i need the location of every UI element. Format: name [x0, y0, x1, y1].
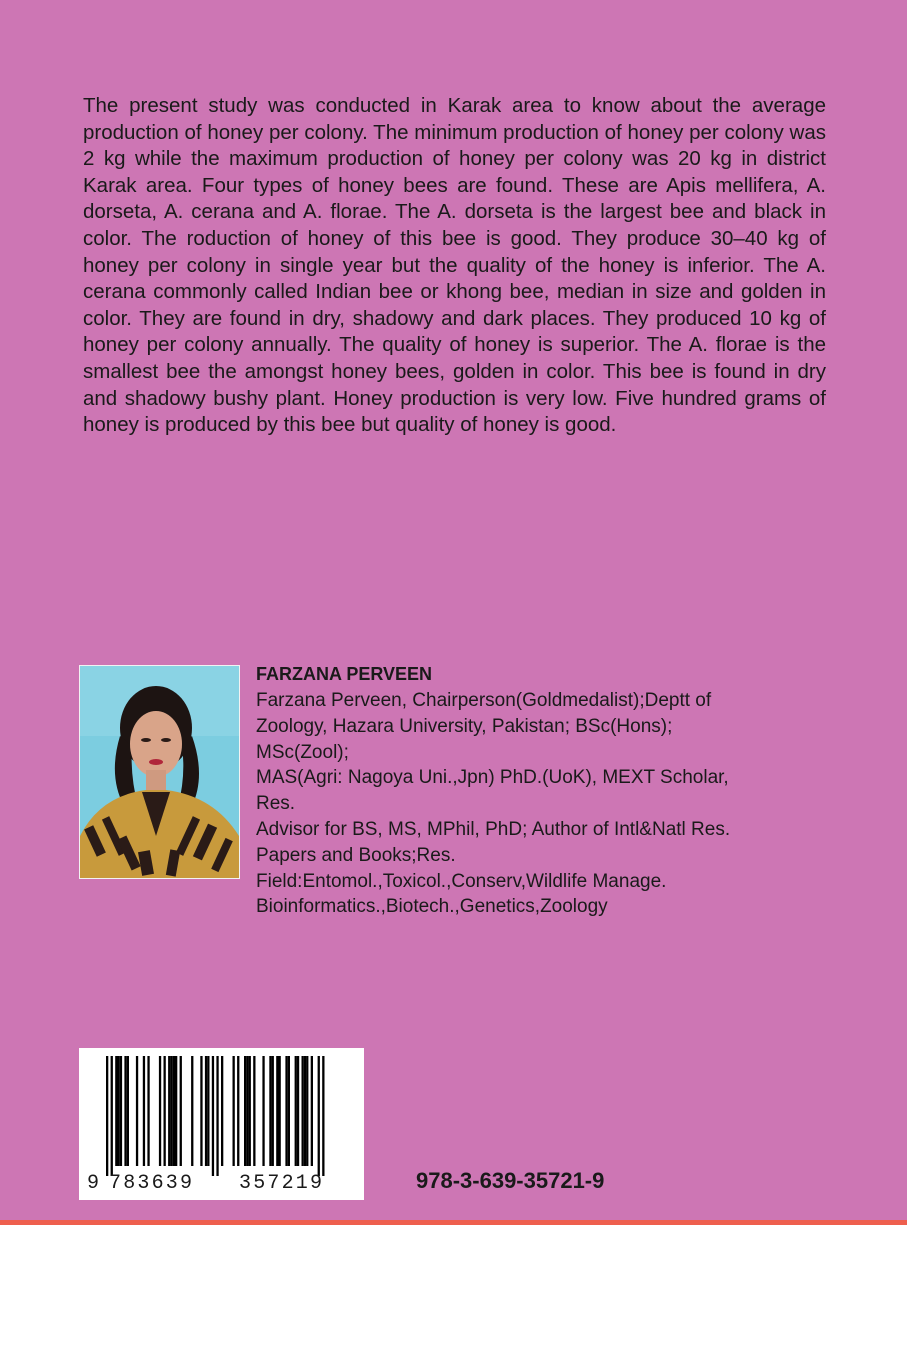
bio-line: Field:Entomol.,Toxicol.,Conserv,Wildlife Manage.: [256, 870, 667, 892]
bio-line: Zoology, Hazara University, Pakistan; BSc(Hons); MSc(Zool);: [256, 715, 673, 763]
author-biography: [256, 688, 756, 920]
barcode-bar: [285, 1056, 287, 1166]
barcode-bar: [147, 1056, 149, 1166]
barcode-lead-digit: 9: [87, 1172, 100, 1195]
barcode-bar: [269, 1056, 271, 1166]
barcode-bar: [164, 1056, 166, 1166]
barcode-bar: [111, 1056, 113, 1176]
barcode-bar: [216, 1056, 218, 1176]
barcode-bar: [306, 1056, 308, 1166]
bottom-color-strip: [0, 1220, 907, 1225]
barcode-bar: [106, 1056, 108, 1176]
barcode-bar: [115, 1056, 117, 1166]
barcode-bar: [276, 1056, 278, 1166]
barcode-bar: [118, 1056, 120, 1166]
barcode-bar: [180, 1056, 182, 1166]
barcode-bar: [205, 1056, 207, 1166]
barcode-bar: [221, 1056, 223, 1166]
barcode-bar: [212, 1056, 214, 1176]
isbn-number: 978-3-639-35721-9: [416, 1168, 605, 1193]
bio-line: Advisor for BS, MS, MPhil, PhD; Author of Intl&Natl Res.: [256, 818, 731, 840]
barcode-bar: [253, 1056, 255, 1166]
barcode-bar: [249, 1056, 251, 1166]
isbn-barcode: [79, 1048, 364, 1200]
barcode-bar: [233, 1056, 235, 1166]
barcode-bar: [191, 1056, 193, 1166]
bio-line: Bioinformatics.,Biotech.,Genetics,Zoology: [256, 896, 608, 918]
bio-line: MAS(Agri: Nagoya Uni.,Jpn) PhD.(UoK), MEXT Scholar, Res.: [256, 767, 729, 815]
barcode-bar: [288, 1056, 290, 1166]
barcode-bar: [311, 1056, 313, 1166]
barcode-bar: [120, 1056, 122, 1166]
barcode-bar: [304, 1056, 306, 1166]
book-description: The present study was conducted in Karak area to know about the average production of honey per colony. The minimum production of honey per colony was 2 kg while the maximum production of honey per colony was 20 kg in district Karak area. Four types of honey bees are found. These are Apis mellifera, A. dorseta, A. cerana and A. florae. The A. dorseta is the largest bee and black in color. The roduction of honey of this bee is good. They produce 30–40 kg of honey per colony in single year but the quality of the honey is inferior. The A. cerana commonly called Indian bee or khong bee, median in size and golden in color. They are found in dry, shadowy and dark places. They produced 10 kg of honey per colony annually. The quality of honey is superior. The A. florae is the smallest bee the amongst honey bees, golden in color. This bee is found in dry and shadowy bushy plant. Honey production is very low. Five hundred grams of honey is produced by this bee but quality of honey is good.: [83, 94, 826, 437]
barcode-bar: [168, 1056, 170, 1166]
barcode-bars: [106, 1056, 325, 1176]
barcode-right-digits: 357219: [239, 1172, 325, 1195]
barcode-bar: [170, 1056, 172, 1166]
barcode-bar: [302, 1056, 304, 1166]
barcode-left-digits: 783639: [109, 1172, 195, 1195]
barcode-bar: [318, 1056, 320, 1176]
barcode-bar: [272, 1056, 274, 1166]
barcode-bar: [297, 1056, 299, 1166]
barcode-bar: [262, 1056, 264, 1166]
barcode-bar: [279, 1056, 281, 1166]
barcode-bar: [237, 1056, 239, 1166]
barcode-bar: [244, 1056, 246, 1166]
author-name: FARZANA PERVEEN: [256, 664, 433, 684]
barcode-bar: [207, 1056, 209, 1166]
barcode-bar: [127, 1056, 129, 1166]
barcode-bar: [246, 1056, 248, 1166]
bio-line: Farzana Perveen, Chairperson(Goldmedalist);Deptt of: [256, 690, 712, 711]
barcode-bar: [200, 1056, 202, 1166]
barcode-bar: [295, 1056, 297, 1166]
barcode-bar: [173, 1056, 175, 1166]
barcode-bar: [322, 1056, 324, 1176]
barcode-bar: [159, 1056, 161, 1166]
barcode-bar: [136, 1056, 138, 1166]
barcode-bar: [143, 1056, 145, 1166]
barcode-bar: [175, 1056, 177, 1166]
barcode-bar: [124, 1056, 126, 1166]
bio-line: Papers and Books;Res.: [256, 844, 456, 866]
author-photo: [79, 665, 240, 879]
